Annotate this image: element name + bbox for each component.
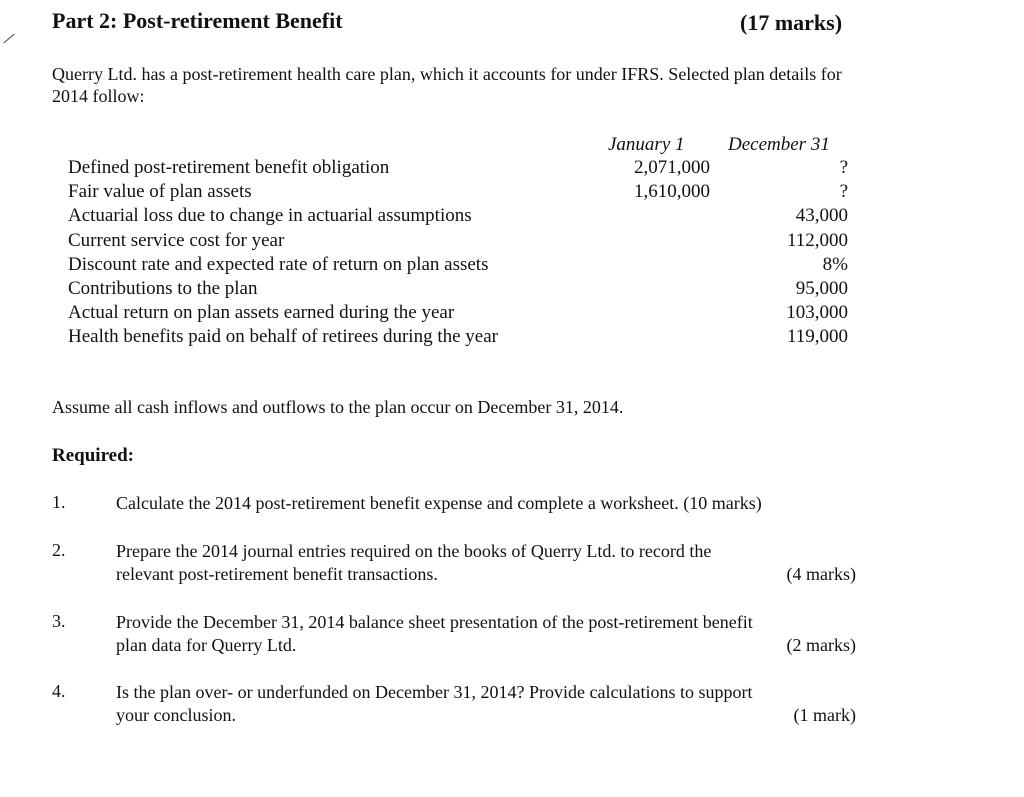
assumption-note: Assume all cash inflows and outflows to the plan occur on December 31, 2014. [52, 397, 624, 417]
question-marks: (2 marks) [786, 635, 856, 655]
dec-value: 103,000 [786, 302, 848, 324]
dec-value: 95,000 [795, 277, 848, 299]
question-line: plan data for Querry Ltd. [116, 635, 297, 655]
total-marks: (17 marks) [740, 10, 843, 35]
question-line: Provide the December 31, 2014 balance sheet presentation of the post-retirement benefit [116, 612, 753, 632]
row-label: Actuarial loss due to change in actuarial assumptions [68, 205, 472, 227]
jan-value: 1,610,000 [634, 181, 710, 203]
required-heading: Required: [52, 445, 134, 466]
page-title: Part 2: Post-retirement Benefit [52, 8, 343, 33]
question-text [116, 492, 856, 515]
dec-value: 43,000 [795, 205, 848, 227]
plan-details-labels [68, 156, 498, 350]
row-label: Current service cost for year [68, 229, 285, 251]
question-line: your conclusion. [116, 705, 236, 725]
row-label: Defined post-retirement benefit obligation [68, 157, 390, 178]
december-values [760, 156, 848, 350]
column-header-january: January 1 [608, 134, 685, 155]
column-header-december: December 31 [728, 134, 830, 155]
pen-mark [3, 34, 14, 44]
question-marks: (1 mark) [793, 705, 856, 725]
question-marks: (4 marks) [786, 564, 856, 584]
dec-value: 119,000 [786, 326, 848, 348]
row-label: Discount rate and expected rate of return on plan assets [68, 253, 489, 275]
dec-value: ? [839, 181, 848, 203]
row-label: Health benefits paid on behalf of retirees during the year [68, 326, 498, 348]
intro-paragraph: Querry Ltd. has a post-retirement health care plan, which it accounts for under IFRS. Selected plan details for 2014 follow: [52, 64, 842, 106]
jan-value: 2,071,000 [634, 157, 710, 178]
row-label: Contributions to the plan [68, 278, 258, 300]
dec-value: 112,000 [786, 229, 848, 251]
question-text [116, 540, 856, 586]
question-number: 4. [52, 681, 66, 701]
question-number: 1. [52, 492, 66, 512]
dec-value: 8% [822, 253, 848, 275]
question-number: 3. [52, 611, 66, 631]
row-label: Actual return on plan assets earned during the year [68, 302, 455, 324]
question-text [116, 681, 856, 727]
question-line: Prepare the 2014 journal entries required on the books of Querry Ltd. to record the [116, 541, 712, 561]
question-line: Is the plan over- or underfunded on December 31, 2014? Provide calculations to support [116, 682, 753, 702]
question-line: relevant post-retirement benefit transactions. [116, 564, 438, 584]
question-text [116, 611, 856, 657]
january-values [625, 156, 710, 204]
question-number: 2. [52, 540, 66, 560]
row-label: Fair value of plan assets [68, 181, 252, 203]
dec-value: ? [839, 157, 848, 178]
question-line: Calculate the 2014 post-retirement benefit expense and complete a worksheet. (10 marks) [116, 493, 762, 513]
